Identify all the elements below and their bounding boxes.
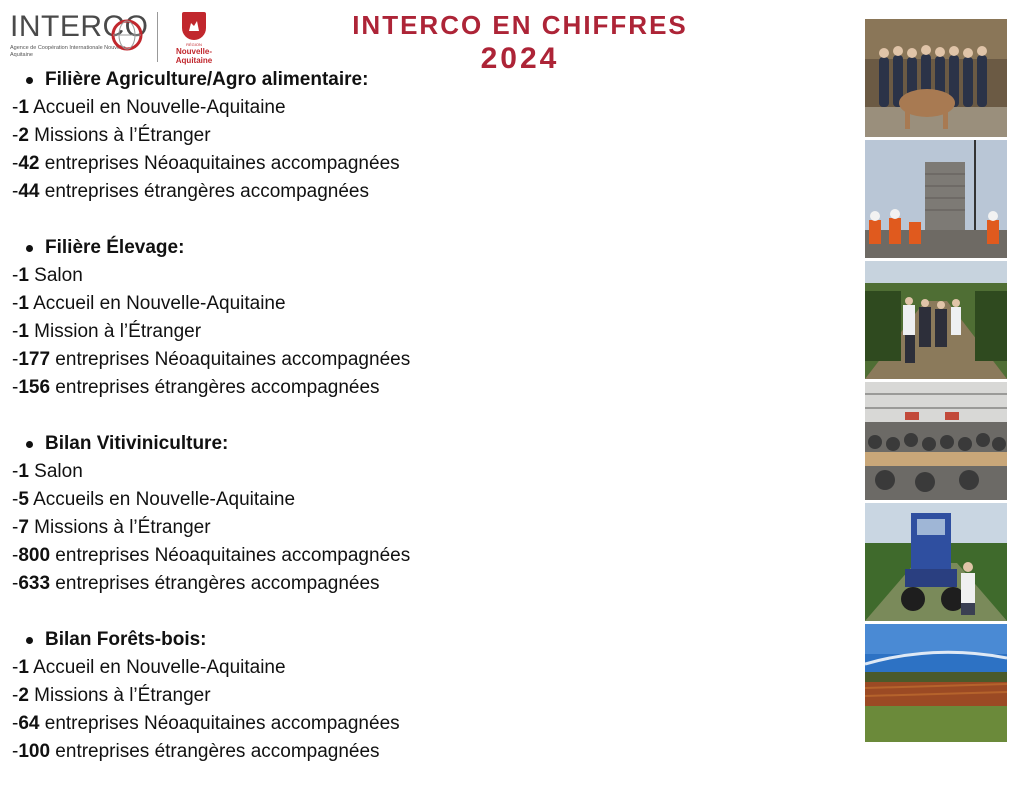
bullet-icon <box>26 441 33 448</box>
stat-number: 177 <box>18 349 51 370</box>
stat-number: 800 <box>18 545 51 566</box>
stat-number: 633 <box>18 573 51 594</box>
stat-text: Mission à l’Étranger <box>28 321 202 342</box>
stat-line: -100 entreprises étrangères accompagnées <box>12 741 380 762</box>
section-heading <box>12 430 832 458</box>
stat-number: 1 <box>18 321 29 342</box>
page-title: INTERCO EN CHIFFRES <box>352 10 688 40</box>
stat-text: Accueil en Nouvelle-Aquitaine <box>28 97 286 118</box>
stat-text: Accueil en Nouvelle-Aquitaine <box>28 657 286 678</box>
stat-number: 1 <box>18 461 29 482</box>
stat-text: Missions à l’Étranger <box>28 517 211 538</box>
section-elevage <box>12 234 832 402</box>
photo-column <box>865 19 1007 745</box>
construction-site-photo <box>865 140 1007 258</box>
section-agriculture <box>12 66 832 206</box>
stat-number: 7 <box>18 517 29 538</box>
section-heading-label: Filière Agriculture/Agro alimentaire: <box>45 69 369 90</box>
stat-text: entreprises étrangères accompagnées <box>39 181 369 202</box>
stat-number: 1 <box>18 657 29 678</box>
interco-tagline: Agence de Coopération Internationale Nouvelle-Aquitaine <box>10 45 128 58</box>
section-heading <box>12 626 832 654</box>
stat-line: -64 entreprises Néoaquitaines accompagnées <box>12 713 400 734</box>
interco-logo <box>10 12 150 64</box>
stat-text: entreprises Néoaquitaines accompagnées <box>50 545 411 566</box>
stat-text: Salon <box>28 265 83 286</box>
region-logo <box>168 12 220 66</box>
stat-number: 64 <box>18 713 40 734</box>
stat-text: Missions à l’Étranger <box>28 125 211 146</box>
section-vitiviniculture <box>12 430 832 598</box>
livestock-group-photo <box>865 19 1007 137</box>
stat-number: 5 <box>18 489 29 510</box>
stat-text: entreprises Néoaquitaines accompagnées <box>39 153 400 174</box>
vineyard-visit-photo <box>865 261 1007 379</box>
interco-logo-wordmark: INTERCO <box>10 10 149 43</box>
stat-number: 44 <box>18 181 40 202</box>
stat-line: -42 entreprises Néoaquitaines accompagnées <box>12 153 400 174</box>
section-heading-label: Filière Élevage: <box>45 237 185 258</box>
stat-line: -177 entreprises Néoaquitaines accompagnées <box>12 349 411 370</box>
section-heading <box>12 234 832 262</box>
stat-text: Accueil en Nouvelle-Aquitaine <box>28 293 286 314</box>
region-shield-icon <box>182 12 206 40</box>
region-small-label: RÉGION <box>186 42 202 47</box>
stat-line: -633 entreprises étrangères accompagnées <box>12 573 380 594</box>
section-heading-label: Bilan Vitiviniculture: <box>45 433 229 454</box>
stat-text: entreprises Néoaquitaines accompagnées <box>39 713 400 734</box>
bullet-icon <box>26 77 33 84</box>
stat-line: -1 Accueil en Nouvelle-Aquitaine <box>12 293 286 314</box>
stat-text: Accueils en Nouvelle-Aquitaine <box>28 489 296 510</box>
bullet-icon <box>26 245 33 252</box>
stat-line: -7 Missions à l’Étranger <box>12 517 211 538</box>
stat-line: -1 Salon <box>12 461 83 482</box>
stat-line: -156 entreprises étrangères accompagnées <box>12 377 380 398</box>
autumn-vineyard-photo <box>865 624 1007 742</box>
stat-line: -2 Missions à l’Étranger <box>12 685 211 706</box>
stat-number: 1 <box>18 265 29 286</box>
stat-number: 1 <box>18 293 29 314</box>
stat-line: -5 Accueils en Nouvelle-Aquitaine <box>12 489 296 510</box>
stat-text: entreprises Néoaquitaines accompagnées <box>50 349 411 370</box>
banquet-hall-photo <box>865 382 1007 500</box>
page-year: 2024 <box>480 42 560 75</box>
stat-line: -1 Accueil en Nouvelle-Aquitaine <box>12 97 286 118</box>
stat-number: 1 <box>18 97 29 118</box>
stat-line: -1 Mission à l’Étranger <box>12 321 202 342</box>
stat-line: -800 entreprises Néoaquitaines accompagnées <box>12 545 411 566</box>
logo-divider <box>157 12 158 62</box>
stat-line: -44 entreprises étrangères accompagnées <box>12 181 369 202</box>
section-heading-label: Bilan Forêts-bois: <box>45 629 207 650</box>
stat-text: Salon <box>28 461 83 482</box>
region-name-label: Nouvelle-Aquitaine <box>175 47 213 65</box>
stat-line: -1 Accueil en Nouvelle-Aquitaine <box>12 657 286 678</box>
stats-content <box>12 66 832 794</box>
section-heading <box>12 66 832 94</box>
stat-text: entreprises étrangères accompagnées <box>50 741 380 762</box>
stat-number: 2 <box>18 125 29 146</box>
stat-number: 156 <box>18 377 51 398</box>
globe-icon <box>110 18 144 52</box>
stat-text: entreprises étrangères accompagnées <box>50 377 380 398</box>
stat-line: -2 Missions à l’Étranger <box>12 125 211 146</box>
grape-harvester-photo <box>865 503 1007 621</box>
stat-text: Missions à l’Étranger <box>28 685 211 706</box>
stat-text: entreprises étrangères accompagnées <box>50 573 380 594</box>
stat-number: 2 <box>18 685 29 706</box>
stat-number: 42 <box>18 153 40 174</box>
stat-line: -1 Salon <box>12 265 83 286</box>
bullet-icon <box>26 637 33 644</box>
stat-number: 100 <box>18 741 51 762</box>
section-forets-bois <box>12 626 832 766</box>
